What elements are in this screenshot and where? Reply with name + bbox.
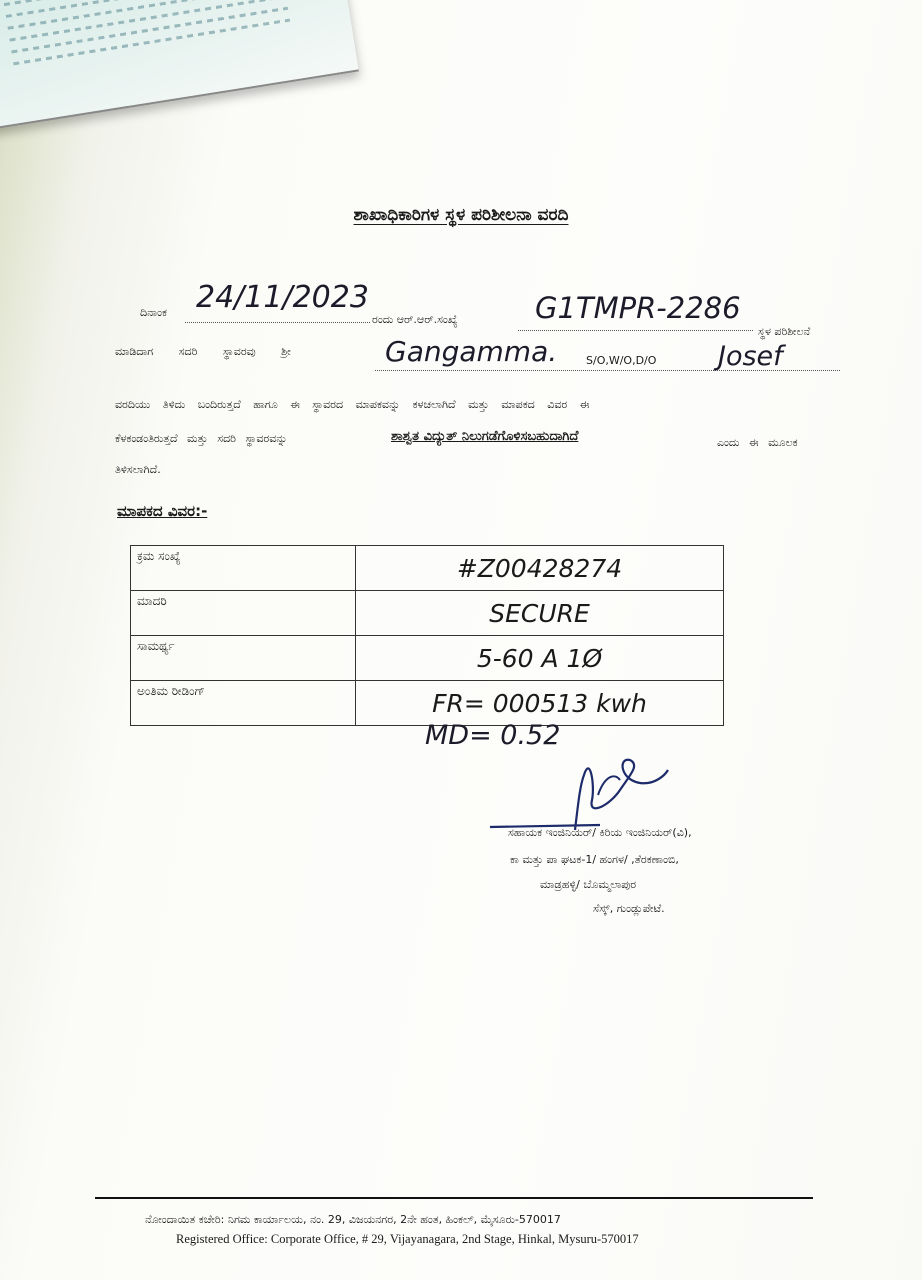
meter-serial-label: ಕ್ರಮ ಸಂಖ್ಯೆ bbox=[131, 546, 356, 591]
consumer-name-handwritten: Gangamma. bbox=[385, 335, 558, 368]
report-line-4a: ಕೆಳಕಂಡಂತಿರುತ್ತದೆ ಮತ್ತು ಸದರಿ ಸ್ಥಾವರವನ್ನು bbox=[115, 432, 288, 445]
meter-make-value: SECURE bbox=[356, 591, 724, 636]
date-dotted-line bbox=[185, 322, 370, 323]
report-line-3: ವರದಿಯು ತಿಳಿದು ಬಂದಿರುತ್ತದೆ ಹಾಗೂ ಈ ಸ್ಥಾವರದ ಮಾಪಕವನ್ನು ಕಳಚಲಾಗಿದೆ ಮತ್ತು ಮಾಪಕದ ವಿವರ ಈ bbox=[115, 398, 590, 411]
report-line-5: ತಿಳಿಸಲಾಗಿದೆ. bbox=[115, 463, 161, 476]
rr-label: ರಂದು ಆರ್.ಆರ್.ಸಂಖ್ಯೆ bbox=[372, 313, 458, 326]
signature-scribble bbox=[480, 745, 680, 835]
meter-make-label: ಮಾದರಿ bbox=[131, 591, 356, 636]
footer-divider bbox=[95, 1197, 813, 1199]
signatory-line-2: ಕಾ ಮತ್ತು ಪಾ ಘಟಕ-1/ ಹಂಗಳ/ ,ತೆರಕಣಾಂಬಿ, bbox=[510, 853, 679, 866]
report-line-4b: ಶಾಶ್ವತ ವಿದ್ಯುತ್ ನಿಲುಗಡೆಗೊಳಿಸಬಹುದಾಗಿದೆ bbox=[391, 429, 579, 444]
footer-kannada: ನೋಂದಾಯಿತ ಕಚೇರಿ: ನಿಗಮ ಕಾರ್ಯಾಲಯ, ನಂ. 29, ವಿಜಯನಗರ, 2ನೇ ಹಂತ, ಹಿಂಕಲ್, ಮೈಸೂರು-570017 bbox=[145, 1213, 561, 1226]
page-title: ಶಾಖಾಧಿಕಾರಿಗಳ ಸ್ಥಳ ಪರಿಶೀಲನಾ ವರದಿ bbox=[353, 205, 569, 225]
meter-capacity-value: 5-60 A 1Ø bbox=[356, 636, 724, 681]
signatory-line-4: ಸೆಸ್ಕ್, ಗುಂಡ್ಲುಪೇಟೆ. bbox=[593, 902, 665, 915]
meter-final-reading-label: ಅಂತಿಮ ರೀಡಿಂಗ್ bbox=[131, 681, 356, 726]
signatory-line-3: ಮಾಡ್ರಹಳ್ಳಿ/ ಬೊಮ್ಮಲಾಪುರ bbox=[540, 878, 637, 891]
footer-english: Registered Office: Corporate Office, # 29, Vijayanagara, 2nd Stage, Hinkal, Mysuru-570017 bbox=[176, 1232, 639, 1246]
relation-label: S/O,W/O,D/O bbox=[586, 354, 657, 367]
meter-details-heading: ಮಾಪಕದ ವಿವರ:- bbox=[117, 502, 208, 520]
consumer-intro: ಮಾಡಿದಾಗ ಸದರಿ ಸ್ಥಾವರವು ಶ್ರೀ bbox=[115, 345, 291, 358]
rr-number-handwritten: G1TMPR-2286 bbox=[535, 291, 741, 325]
md-note-handwritten: MD= 0.52 bbox=[425, 720, 561, 751]
relation-name-handwritten: Josef bbox=[718, 341, 783, 372]
signatory-line-1: ಸಹಾಯಕ ಇಂಜಿನಿಯರ್/ ಕಿರಿಯ ಇಂಜಿನಿಯರ್(ವಿ), bbox=[508, 826, 692, 839]
table-row bbox=[131, 636, 724, 681]
date-handwritten: 24/11/2023 bbox=[196, 280, 369, 315]
table-row bbox=[131, 591, 724, 636]
date-label: ದಿನಾಂಕ bbox=[140, 306, 167, 319]
overlapping-paper bbox=[0, 0, 359, 131]
inspection-label: ಸ್ಥಳ ಪರಿಶೀಲನೆ bbox=[758, 325, 811, 338]
meter-details-table bbox=[130, 545, 724, 726]
report-line-4c: ಎಂದು ಈ ಮೂಲಕ bbox=[717, 436, 798, 449]
meter-capacity-label: ಸಾಮರ್ಥ್ಯ bbox=[131, 636, 356, 681]
meter-serial-value: #Z00428274 bbox=[356, 546, 724, 591]
table-row bbox=[131, 681, 724, 726]
table-row bbox=[131, 546, 724, 591]
rr-dotted-line bbox=[518, 330, 753, 331]
meter-final-reading-value: FR= 000513 kwh bbox=[356, 681, 724, 726]
